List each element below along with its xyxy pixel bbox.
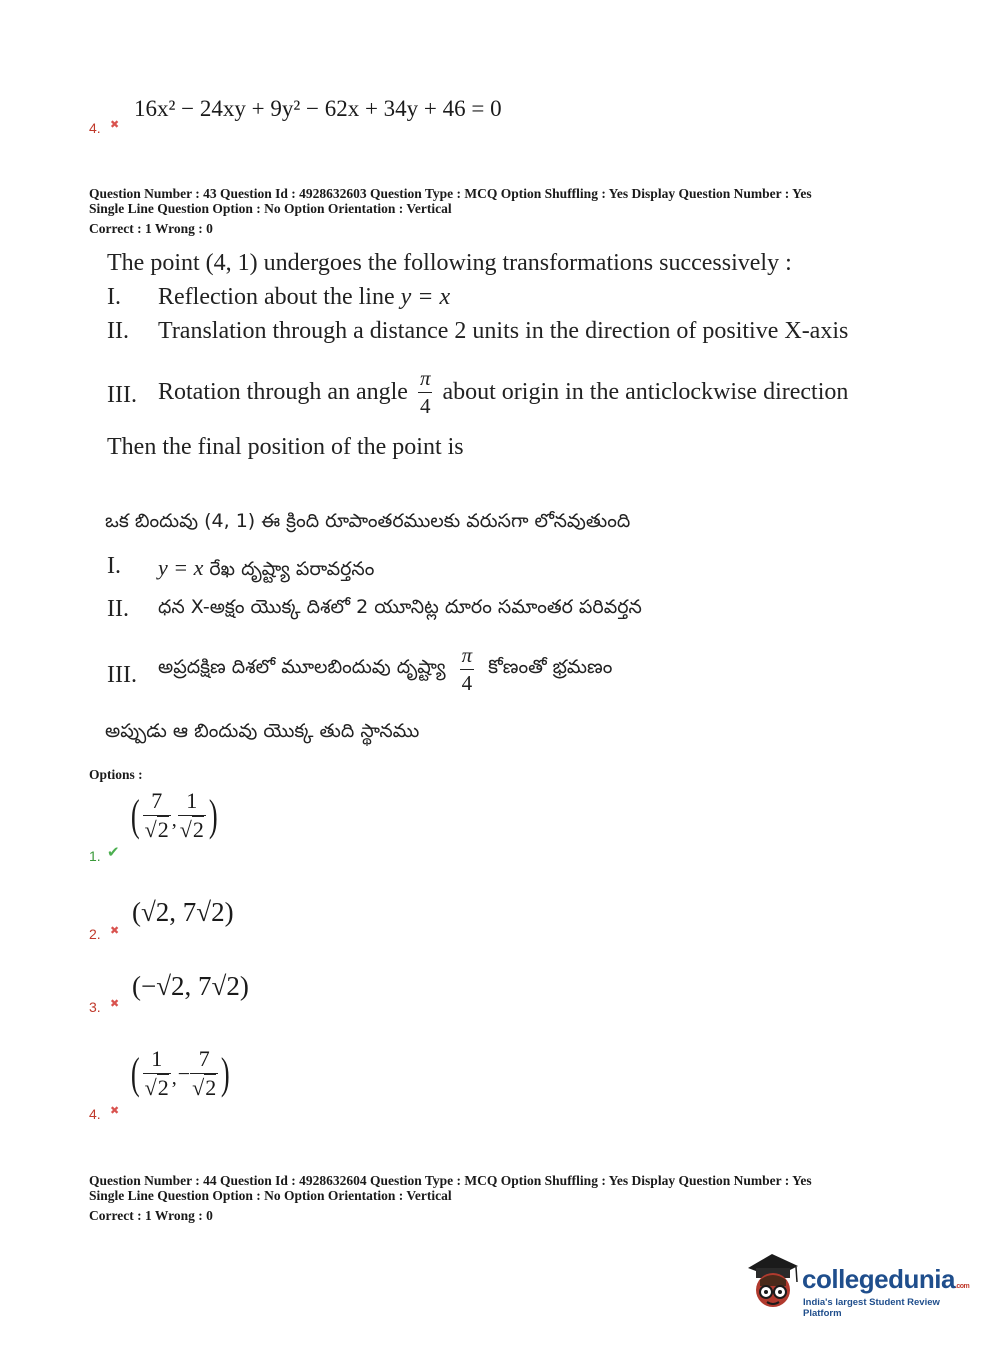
wrong-mark-icon: ✖	[110, 118, 120, 131]
step-text-part: రేఖ దృష్ట్యా పరావర్తనం	[203, 558, 375, 580]
option-number: 3.	[89, 999, 101, 1015]
fraction-numerator: π	[461, 643, 473, 667]
question-closing-telugu: అప్పుడు ఆ బిందువు యొక్క తుది స్థానము	[105, 720, 420, 742]
radicand: 2	[192, 817, 204, 842]
left-paren: (	[130, 790, 140, 840]
wrong-mark-icon: ✖	[110, 997, 120, 1010]
fraction	[143, 1048, 171, 1099]
fraction	[143, 790, 171, 841]
fraction-denominator: 4	[418, 392, 433, 417]
step-text-before: Rotation through an angle	[158, 379, 408, 405]
comma: ,	[171, 809, 177, 831]
fraction-denominator: √2	[179, 817, 204, 842]
question-intro-telugu: ఒక బిందువు (4, 1) ఈ క్రింది రూపాంతరములకు వరుసగా లోనవుతుంది	[105, 510, 631, 532]
question-marks: Correct : 1 Wrong : 0	[89, 221, 213, 236]
equation-text: 16x² − 24xy + 9y² − 62x + 34y + 46 = 0	[134, 96, 502, 121]
radicand: 2	[205, 1075, 217, 1100]
question-closing-english: Then the final position of the point is	[107, 434, 464, 460]
option-4-value[interactable]	[128, 1048, 233, 1099]
option-1-value[interactable]	[128, 790, 220, 841]
logo-wordmark	[802, 1264, 969, 1295]
step-number: III.	[107, 382, 137, 408]
option-number: 2.	[89, 926, 101, 942]
step-text: ధన X-అక్షం యొక్క దిశలో 2 యూనిట్ల దూరం సమాంతర పరివర్తన	[158, 596, 642, 618]
fraction-denominator: √2	[144, 817, 169, 842]
fraction-denominator: √2	[144, 1075, 169, 1100]
fraction	[190, 1048, 218, 1099]
radicand: 2	[157, 1075, 169, 1100]
question-meta-line2: Single Line Question Option : No Option Orientation : Vertical	[89, 201, 452, 216]
logo-name: collegedunia	[802, 1264, 955, 1294]
fraction	[178, 790, 206, 841]
step-number: I.	[107, 284, 121, 310]
option-number: 4.	[89, 120, 101, 136]
left-paren: (	[130, 1048, 140, 1098]
step-text-after: కోణంతో భ్రమణం	[488, 656, 613, 678]
step-text-before: అప్రదక్షిణ దిశలో మూలబిందువు దృష్ట్యా	[158, 656, 446, 678]
question-marks: Correct : 1 Wrong : 0	[89, 1208, 213, 1223]
fraction-numerator: π	[419, 366, 431, 390]
question-intro-english: The point (4, 1) undergoes the following transformations successively :	[107, 250, 792, 276]
step-text: Translation through a distance 2 units in the direction of positive X-axis	[158, 318, 849, 344]
step-text-after: about origin in the anticlockwise direction	[442, 379, 849, 405]
collegedunia-logo[interactable]	[742, 1250, 972, 1320]
sign: −	[177, 1060, 191, 1086]
radicand: 2	[157, 817, 169, 842]
angle-fraction	[460, 645, 475, 694]
step-math: y = x	[158, 555, 204, 580]
fraction-numerator: 1	[151, 1046, 163, 1071]
option-3-value[interactable]: (−√2, 7√2)	[132, 971, 249, 1001]
fraction-numerator: 1	[186, 788, 198, 813]
fraction-denominator: 4	[460, 669, 475, 694]
logo-suffix: .com	[954, 1283, 970, 1290]
check-mark-icon: ✔	[107, 843, 120, 861]
wrong-mark-icon: ✖	[110, 924, 120, 937]
fraction-numerator: 7	[151, 788, 163, 813]
option-number: 4.	[89, 1106, 101, 1122]
mascot-icon	[742, 1250, 802, 1314]
question-meta-line2: Single Line Question Option : No Option Orientation : Vertical	[89, 1188, 452, 1203]
step-number: II.	[107, 596, 129, 622]
step-text	[158, 645, 612, 694]
angle-fraction	[418, 368, 433, 417]
step-number: I.	[107, 553, 121, 579]
right-paren: )	[208, 790, 218, 840]
step-text-part: Reflection about the line	[158, 284, 401, 310]
step-number: III.	[107, 662, 137, 688]
question-meta-line1: Question Number : 44 Question Id : 4928632604 Question Type : MCQ Option Shuffling : Yes Display Question Number : Yes	[89, 1173, 812, 1188]
step-text	[158, 368, 848, 417]
step-text	[158, 284, 450, 311]
step-number: II.	[107, 318, 129, 344]
option-number: 1.	[89, 848, 101, 864]
equation	[134, 96, 502, 122]
step-math: y = x	[400, 284, 451, 310]
option-2-value[interactable]: (√2, 7√2)	[132, 897, 234, 927]
fraction-numerator: 7	[198, 1046, 210, 1071]
right-paren: )	[221, 1048, 230, 1098]
wrong-mark-icon: ✖	[110, 1104, 120, 1117]
step-text	[158, 555, 374, 585]
options-label: Options :	[89, 767, 143, 782]
comma: ,	[171, 1067, 177, 1089]
question-meta-line1: Question Number : 43 Question Id : 4928632603 Question Type : MCQ Option Shuffling : Yes Display Question Number : Yes	[89, 186, 812, 201]
logo-tagline: India's largest Student Review Platform	[803, 1297, 940, 1319]
fraction-denominator: √2	[192, 1075, 217, 1100]
